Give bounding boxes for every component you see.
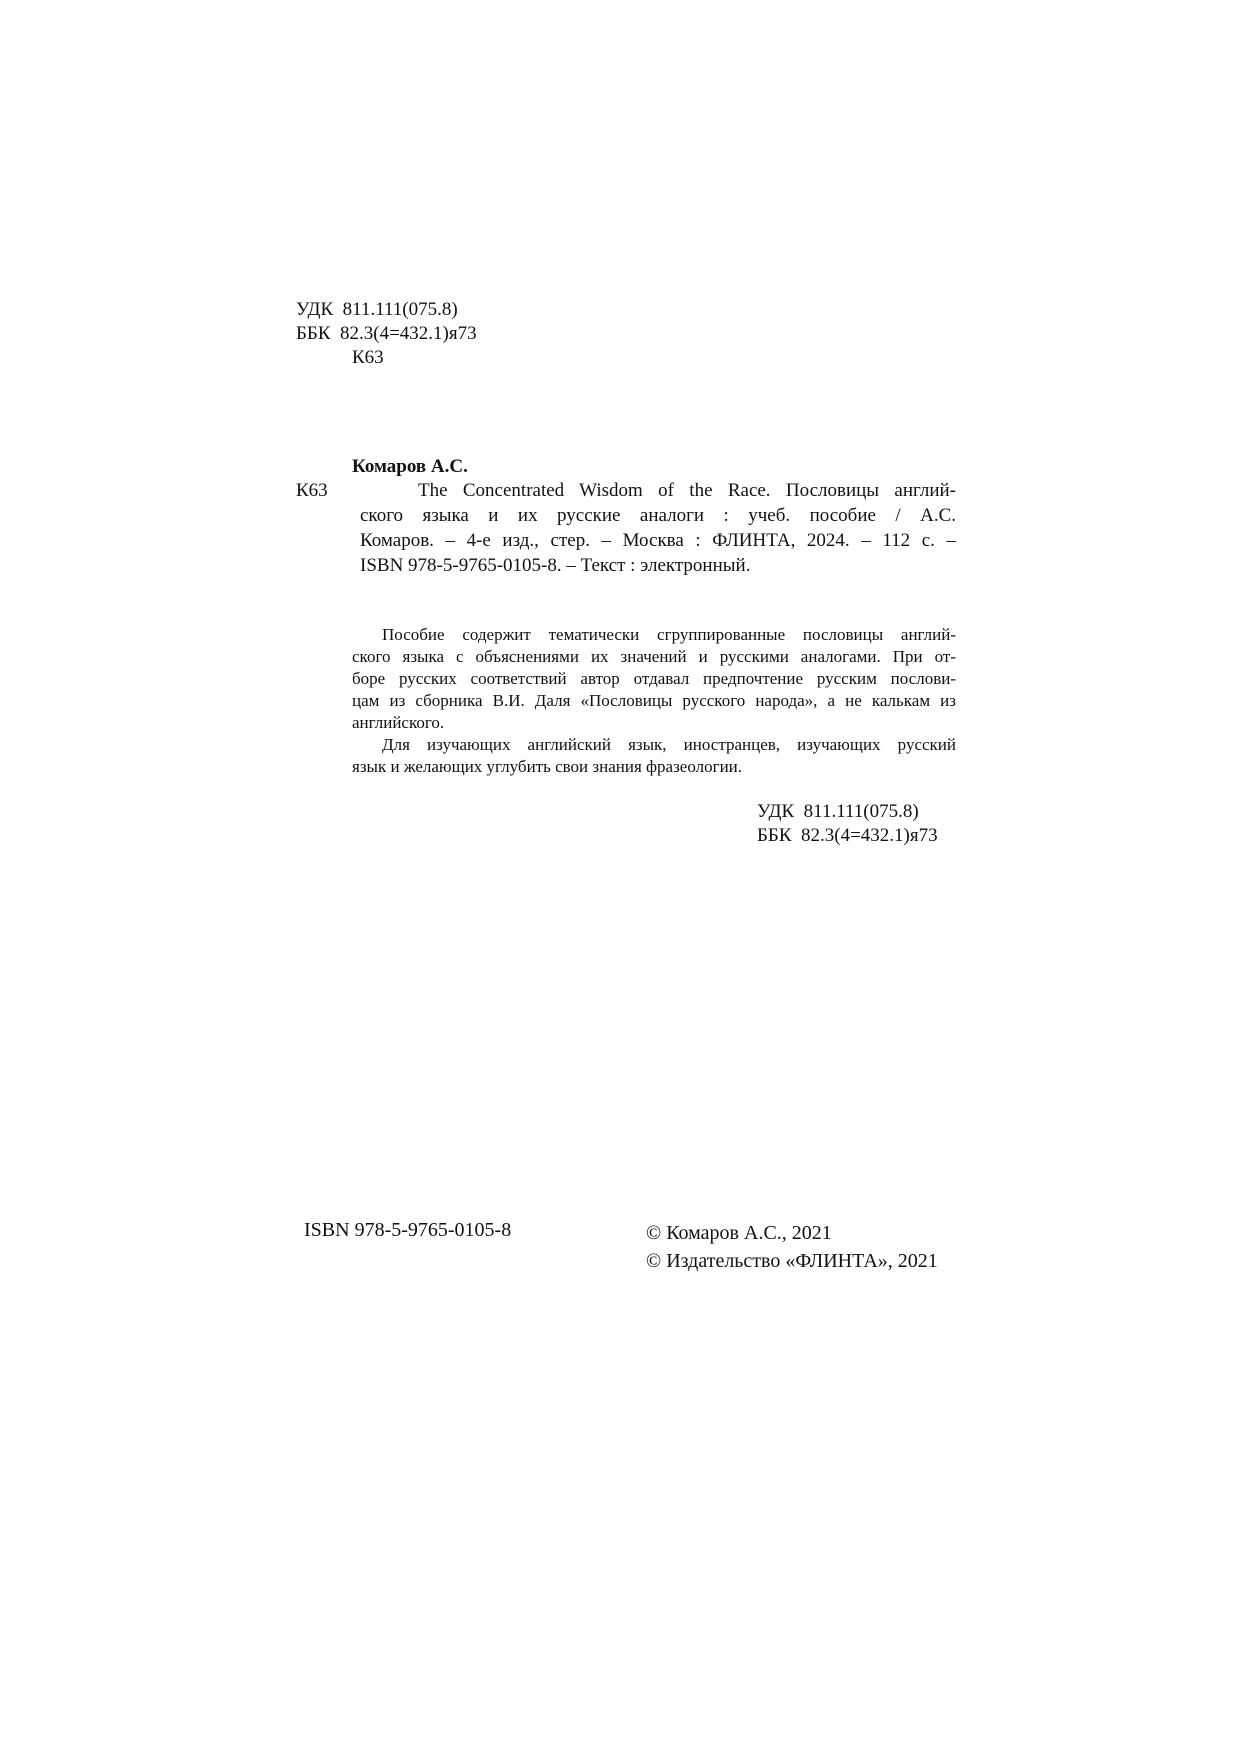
description-line: Комаров. – 4-е изд., стер. – Москва : ФЛИНТА, 2024. – 112 с. – — [360, 530, 956, 551]
copyright-publisher: © Издательство «ФЛИНТА», 2021 — [646, 1250, 938, 1272]
description-line: ского языка и их русские аналоги : учеб. пособие / А.С. — [360, 505, 956, 526]
footer-udk-label: УДК — [757, 801, 795, 822]
annotation-line: Пособие содержит тематически сгруппированные пословицы англий- — [382, 625, 956, 644]
footer-bbk-line — [757, 824, 938, 847]
header-author-mark: К63 — [352, 347, 384, 368]
description-line: ISBN 978-5-9765-0105-8. – Текст : электронный. — [360, 555, 751, 576]
header-udk-value: 811.111(075.8) — [342, 299, 458, 320]
author-heading: Комаров А.С. — [352, 456, 468, 477]
header-bbk-label: ББК — [296, 323, 331, 344]
header-udk-label: УДК — [296, 299, 334, 320]
annotation-line: боре русских соответствий автор отдавал предпочтение русским послови- — [352, 669, 956, 688]
annotation-line: язык и желающих углубить свои знания фразеологии. — [352, 757, 743, 776]
header-bbk-value: 82.3(4=432.1)я73 — [340, 323, 477, 344]
annotation-line: ского языка с объяснениями их значений и русскими аналогами. При от- — [352, 647, 956, 666]
annotation-line: английского. — [352, 713, 445, 732]
annotation-line: цам из сборника В.И. Даля «Пословицы русского народа», а не калькам из — [352, 691, 956, 710]
footer-udk-line — [757, 800, 919, 823]
description-line: The Concentrated Wisdom of the Race. Пословицы англий- — [418, 480, 956, 501]
footer-bbk-label: ББК — [757, 825, 792, 846]
footer-bbk-value: 82.3(4=432.1)я73 — [801, 825, 938, 846]
footer-udk-value: 811.111(075.8) — [803, 801, 919, 822]
annotation-line: Для изучающих английский язык, иностранцев, изучающих русский — [382, 735, 956, 754]
copyright-author: © Комаров А.С., 2021 — [646, 1222, 832, 1244]
header-udk-line — [296, 298, 458, 321]
isbn: ISBN 978-5-9765-0105-8 — [304, 1219, 512, 1241]
card-author-mark: К63 — [296, 480, 328, 501]
header-bbk-line — [296, 322, 477, 345]
